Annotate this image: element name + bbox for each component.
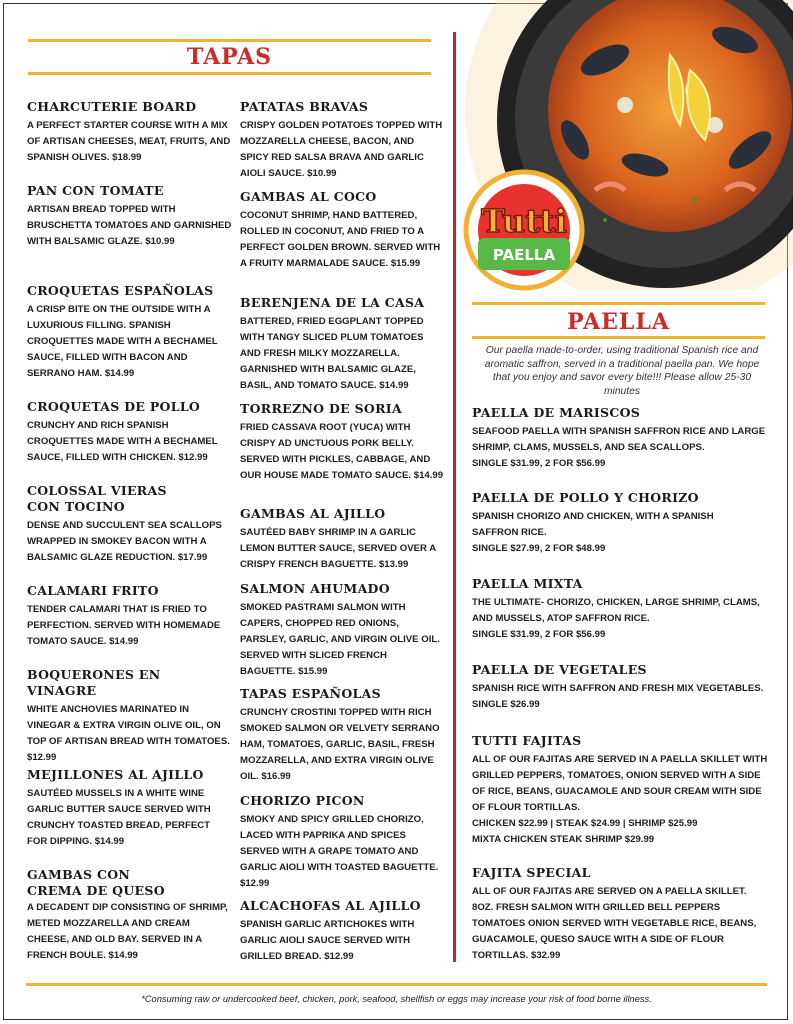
item-name: SALMON AHUMADO bbox=[240, 581, 390, 596]
item-name: PATATAS BRAVAS bbox=[240, 99, 369, 114]
footer-disclaimer: *Consuming raw or undercooked beef, chicken, pork, seafood, shellfish or eggs may increase your risk of food borne illness. bbox=[141, 994, 652, 1004]
tapas-bottom-rule bbox=[28, 72, 431, 75]
menu-item-desc bbox=[27, 518, 232, 566]
paella-top-rule bbox=[472, 302, 765, 305]
item-description: A PERFECT STARTER COURSE WITH A MIX OF ARTISAN CHEESES, MEAT, FRUITS, AND SPANISH OLIVES. $18.99 bbox=[27, 120, 231, 163]
menu-item bbox=[472, 576, 768, 643]
menu-item bbox=[27, 483, 187, 518]
menu-item bbox=[240, 295, 445, 394]
menu-item bbox=[240, 189, 445, 272]
menu-item bbox=[472, 733, 768, 848]
menu-item bbox=[472, 865, 768, 964]
item-name: GAMBAS AL AJILLO bbox=[240, 506, 386, 521]
menu-item bbox=[240, 401, 445, 484]
item-description: SEAFOOD PAELLA WITH SPANISH SAFFRON RICE AND LARGE SHRIMP, CLAMS, MUSSELS, AND SEA SCALLOPS. bbox=[472, 426, 766, 453]
item-description: ARTISAN BREAD TOPPED WITH BRUSCHETTA TOMATOES AND GARNISHED WITH BALSAMIC GLAZE. $10.99 bbox=[27, 204, 232, 247]
item-description: WHITE ANCHOVIES MARINATED IN VINEGAR & EXTRA VIRGIN OLIVE OIL, ON TOP OF ARTISAN BREAD WITH TOMATOES. $12.99 bbox=[27, 704, 230, 763]
paella-intro: Our paella made-to-order, using traditional Spanish rice and aromatic saffron, served in a traditional paella pan. We hope that you enjoy and savor every bite!!! Please allow 25-30 minutes bbox=[484, 345, 760, 397]
tapas-top-rule bbox=[28, 39, 431, 42]
logo-word-1: Tutti bbox=[481, 202, 567, 240]
item-name: CHARCUTERIE BOARD bbox=[27, 99, 197, 114]
item-name: GAMBAS CON CREMA DE QUESO bbox=[27, 867, 165, 898]
menu-item-desc bbox=[27, 900, 232, 964]
item-description: DENSE AND SUCCULENT SEA SCALLOPS WRAPPED IN SMOKEY BACON WITH A BALSAMIC GLAZE REDUCTION. $17.99 bbox=[27, 520, 222, 563]
item-name: PAN CON TOMATE bbox=[27, 183, 164, 198]
item-price: SINGLE $27.99, 2 FOR $48.99 bbox=[472, 543, 606, 554]
menu-item bbox=[472, 490, 768, 557]
menu-item bbox=[240, 506, 445, 573]
item-price: SINGLE $31.99, 2 FOR $56.99 bbox=[472, 458, 606, 469]
paella-bottom-rule bbox=[472, 336, 765, 339]
menu-item bbox=[240, 686, 445, 785]
item-name: COLOSSAL VIERAS CON TOCINO bbox=[27, 483, 167, 514]
logo-word-2: PAELLA bbox=[492, 246, 556, 264]
item-description: CRISPY GOLDEN POTATOES TOPPED WITH MOZZARELLA CHEESE, BACON, AND SPICY RED SALSA BRAVA AND GARLIC AIOLI SAUCE. $10.99 bbox=[240, 120, 443, 179]
item-description: CRUNCHY AND RICH SPANISH CROQUETTES MADE WITH A BECHAMEL SAUCE, FILLED WITH CHICKEN. $12.99 bbox=[27, 420, 218, 463]
item-name: ALCACHOFAS AL AJILLO bbox=[240, 898, 421, 913]
item-description: SPANISH CHORIZO AND CHICKEN, WITH A SPANISH SAFFRON RICE. bbox=[472, 511, 714, 538]
item-price: SINGLE $31.99, 2 FOR $56.99 bbox=[472, 629, 606, 640]
item-description: FRIED CASSAVA ROOT (YUCA) WITH CRISPY AD UNCTUOUS PORK BELLY. SERVED WITH PICKLES, CABBAGE, AND OUR HOUSE MADE TOMATO SAUCE. $14.99 bbox=[240, 422, 444, 481]
item-name: BOQUERONES EN VINAGRE bbox=[27, 667, 161, 698]
item-price: SINGLE $26.99 bbox=[472, 699, 540, 710]
item-description: SPANISH GARLIC ARTICHOKES WITH GARLIC AIOLI SAUCE SERVED WITH GRILLED BREAD. $12.99 bbox=[240, 919, 415, 962]
item-name: PAELLA MIXTA bbox=[472, 576, 583, 591]
item-description: SAUTÉED BABY SHRIMP IN A GARLIC LEMON BUTTER SAUCE, SERVED OVER A CRISPY FRENCH BAGUETTE. $13.99 bbox=[240, 527, 436, 570]
menu-item bbox=[27, 767, 232, 850]
item-name: CROQUETAS DE POLLO bbox=[27, 399, 201, 414]
item-description: ALL OF OUR FAJITAS ARE SERVED ON A PAELLA SKILLET. 8OZ. FRESH SALMON WITH GRILLED BELL PEPPERS TOMATOES ONION SERVED WITH VEGETABLE RICE, BEANS, GUACAMOLE, QUESO SAUCE WITH A SIDE OF FLOUR TORTILLAS. $32.99 bbox=[472, 886, 757, 961]
item-description: COCONUT SHRIMP, HAND BATTERED, ROLLED IN COCONUT, AND FRIED TO A PERFECT GOLDEN BROWN. SERVED WITH A FRUITY MARMALADE SAUCE. $15.99 bbox=[240, 210, 441, 269]
item-name: PAELLA DE MARISCOS bbox=[472, 405, 641, 420]
item-name: CALAMARI FRITO bbox=[27, 583, 159, 598]
menu-item bbox=[472, 405, 768, 472]
item-description: CRUNCHY CROSTINI TOPPED WITH RICH SMOKED SALMON OR VELVETY SERRANO HAM, TOMATOES, GARLIC, BASIL, FRESH MOZZARELLA, AND EXTRA VIRGIN OLIVE OIL. $16.99 bbox=[240, 707, 440, 782]
item-description: SMOKED PASTRAMI SALMON WITH CAPERS, CHOPPED RED ONIONS, PARSLEY, GARLIC, AND VIRGIN OLIVE OIL. SERVED WITH SLICED FRENCH BAGUETTE. $15.99 bbox=[240, 602, 440, 677]
item-name: TUTTI FAJITAS bbox=[472, 733, 582, 748]
menu-item bbox=[27, 583, 232, 650]
item-description: SAUTÉED MUSSELS IN A WHITE WINE GARLIC BUTTER SAUCE SERVED WITH CRUNCHY TOASTED BREAD, PERFECT FOR DIPPING. $14.99 bbox=[27, 788, 211, 847]
item-name: FAJITA SPECIAL bbox=[472, 865, 591, 880]
column-divider bbox=[453, 32, 456, 962]
item-name: TAPAS ESPAÑOLAS bbox=[240, 686, 381, 701]
menu-item bbox=[240, 581, 445, 680]
item-description: ALL OF OUR FAJITAS ARE SERVED IN A PAELLA SKILLET WITH GRILLED PEPPERS, TOMATOES, ONION SERVED WITH A SIDE OF RICE, BEANS, GUACAMOLE AND SOUR CREAM WITH SIDE OF FLOUR TORTILLAS. bbox=[472, 754, 768, 813]
menu-item bbox=[27, 99, 232, 166]
menu-item bbox=[27, 283, 232, 382]
tutti-paella-logo bbox=[460, 150, 590, 300]
menu-item bbox=[240, 898, 445, 965]
item-name: GAMBAS AL COCO bbox=[240, 189, 377, 204]
item-description: A CRISP BITE ON THE OUTSIDE WITH A LUXURIOUS FILLING. SPANISH CROQUETTES MADE WITH A BECHAMEL SAUCE, FILLED WITH BACON AND SERRANO HAM. $14.99 bbox=[27, 304, 218, 379]
item-name: MEJILLONES AL AJILLO bbox=[27, 767, 204, 782]
menu-item bbox=[27, 399, 232, 466]
item-description: SPANISH RICE WITH SAFFRON AND FRESH MIX VEGETABLES. bbox=[472, 683, 764, 694]
item-name: TORREZNO DE SORIA bbox=[240, 401, 402, 416]
item-description: TENDER CALAMARI THAT IS FRIED TO PERFECTION. SERVED WITH HOMEMADE TOMATO SAUCE. $14.99 bbox=[27, 604, 221, 647]
item-name: CROQUETAS ESPAÑOLAS bbox=[27, 283, 214, 298]
item-name: BERENJENA DE LA CASA bbox=[240, 295, 425, 310]
menu-item bbox=[240, 99, 445, 182]
menu-item bbox=[27, 867, 187, 902]
footer-rule bbox=[26, 983, 767, 986]
item-description: A DECADENT DIP CONSISTING OF SHRIMP, METED MOZZARELLA AND CREAM CHEESE, AND OLD BAY. SERVED IN A FRENCH BOULE. $14.99 bbox=[27, 902, 228, 961]
item-description: SMOKY AND SPICY GRILLED CHORIZO, LACED WITH PAPRIKA AND SPICES SERVED WITH A GRAPE TOMATO AND GARLIC AIOLI WITH TOASTED BAGUETTE. $12.99 bbox=[240, 814, 439, 889]
menu-item bbox=[27, 667, 232, 766]
menu-item bbox=[240, 793, 445, 892]
item-price: CHICKEN $22.99 | STEAK $24.99 | SHRIMP $25.99 bbox=[472, 818, 698, 829]
menu-item bbox=[472, 662, 768, 713]
menu-item bbox=[27, 183, 232, 250]
paella-title: PAELLA bbox=[567, 309, 670, 335]
item-description: BATTERED, FRIED EGGPLANT TOPPED WITH TANGY SLICED PLUM TOMATOES AND FRESH MILKY MOZZARELLA. GARNISHED WITH BALSAMIC GLAZE, BASIL, AND TOMATO SAUCE. $14.99 bbox=[240, 316, 424, 391]
item-description: THE ULTIMATE- CHORIZO, CHICKEN, LARGE SHRIMP, CLAMS, AND MUSSELS, ATOP SAFFRON RICE. bbox=[472, 597, 760, 624]
item-name: PAELLA DE VEGETALES bbox=[472, 662, 647, 677]
item-name: PAELLA DE POLLO Y CHORIZO bbox=[472, 490, 699, 505]
item-name: CHORIZO PICON bbox=[240, 793, 365, 808]
tapas-title: TAPAS bbox=[186, 44, 273, 70]
item-price: MIXTA CHICKEN STEAK SHRIMP $29.99 bbox=[472, 834, 655, 845]
